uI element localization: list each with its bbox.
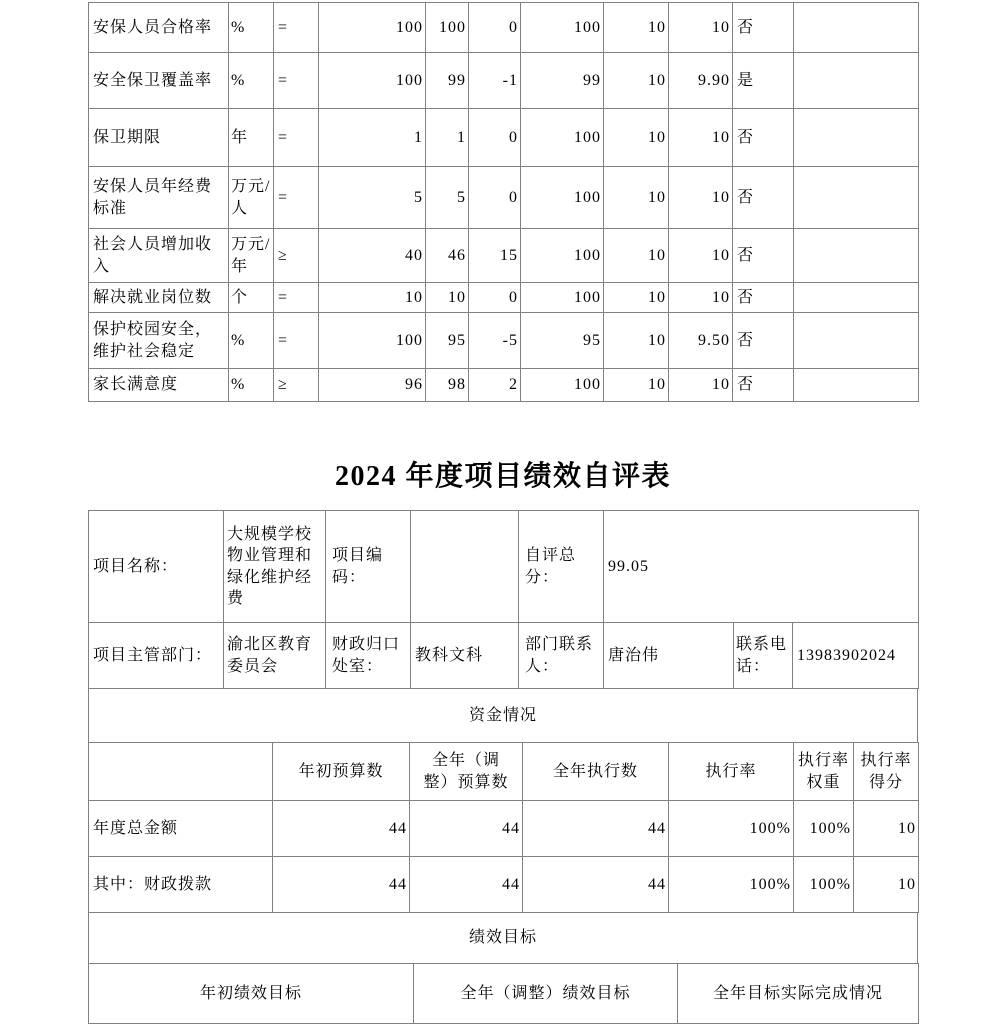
funds-row xyxy=(89,857,919,913)
funds-col-header xyxy=(89,743,273,801)
indicator-name-cell: 解决就业岗位数 xyxy=(89,283,229,313)
funds-section-header: 资金情况 xyxy=(89,689,918,743)
indicator-adjust-cell: 否 xyxy=(733,283,794,313)
indicator-actual-cell: 1 xyxy=(426,109,469,167)
funds-table xyxy=(88,742,919,913)
indicator-adjust-cell: 否 xyxy=(733,109,794,167)
indicator-target-cell: 10 xyxy=(319,283,426,313)
indicator-adjust-cell: 否 xyxy=(733,229,794,283)
indicator-completion-cell: 100 xyxy=(521,3,604,53)
indicator-note-cell xyxy=(794,109,919,167)
indicator-unit-cell: 个 xyxy=(229,283,274,313)
funds-adjusted-budget-cell: 44 xyxy=(410,857,523,913)
contact-value: 唐治伟 xyxy=(604,623,734,689)
indicator-adjust-cell: 否 xyxy=(733,369,794,402)
indicator-row xyxy=(89,369,919,402)
indicator-target-cell: 5 xyxy=(319,167,426,229)
indicator-unit-cell: % xyxy=(229,53,274,109)
indicator-deviation-cell: -5 xyxy=(469,313,521,369)
indicator-op-cell: ≥ xyxy=(274,229,319,283)
indicator-completion-cell: 100 xyxy=(521,167,604,229)
document-page xyxy=(0,2,1000,1024)
indicator-score-cell: 10 xyxy=(669,229,733,283)
funds-col-header: 执行率权重 xyxy=(794,743,854,801)
funds-row-label: 其中：财政拨款 xyxy=(89,857,273,913)
funds-executed-cell: 44 xyxy=(523,857,669,913)
indicator-actual-cell: 99 xyxy=(426,53,469,109)
funds-col-header: 执行率 xyxy=(669,743,794,801)
project-code-value xyxy=(411,511,519,623)
goals-col-header: 年初绩效目标 xyxy=(89,964,414,1024)
indicator-score-table xyxy=(88,2,919,402)
funds-adjusted-budget-cell: 44 xyxy=(410,801,523,857)
goals-header-row xyxy=(89,964,919,1024)
funds-col-header: 年初预算数 xyxy=(273,743,410,801)
indicator-name-cell: 安保人员合格率 xyxy=(89,3,229,53)
indicator-op-cell: = xyxy=(274,313,319,369)
indicator-note-cell xyxy=(794,167,919,229)
indicator-note-cell xyxy=(794,283,919,313)
indicator-actual-cell: 5 xyxy=(426,167,469,229)
project-info-row xyxy=(89,623,919,689)
indicator-unit-cell: 年 xyxy=(229,109,274,167)
indicator-name-cell: 安保人员年经费标准 xyxy=(89,167,229,229)
indicator-target-cell: 1 xyxy=(319,109,426,167)
indicator-op-cell: = xyxy=(274,3,319,53)
indicator-score-cell: 9.90 xyxy=(669,53,733,109)
indicator-row xyxy=(89,167,919,229)
indicator-actual-cell: 98 xyxy=(426,369,469,402)
indicator-deviation-cell: 0 xyxy=(469,283,521,313)
project-info-table xyxy=(88,510,919,689)
indicator-deviation-cell: 2 xyxy=(469,369,521,402)
goals-header-table xyxy=(88,963,919,1024)
goals-section xyxy=(88,912,918,964)
funds-row xyxy=(89,801,919,857)
indicator-completion-cell: 100 xyxy=(521,109,604,167)
indicator-name-cell: 保护校园安全，维护社会稳定 xyxy=(89,313,229,369)
self-score-label: 自评总分： xyxy=(519,511,604,623)
indicator-completion-cell: 95 xyxy=(521,313,604,369)
indicator-deviation-cell: 0 xyxy=(469,3,521,53)
indicator-unit-cell: % xyxy=(229,3,274,53)
indicator-score-cell: 10 xyxy=(669,369,733,402)
funds-section xyxy=(88,688,918,743)
finance-office-label: 财政归口处室： xyxy=(326,623,411,689)
phone-value: 13983902024 xyxy=(793,623,919,689)
indicator-adjust-cell: 是 xyxy=(733,53,794,109)
funds-rate-weight-cell: 100% xyxy=(794,801,854,857)
goals-col-header: 全年目标实际完成情况 xyxy=(678,964,919,1024)
funds-col-header: 全年（调整）预算数 xyxy=(410,743,523,801)
indicator-note-cell xyxy=(794,369,919,402)
indicator-score-cell: 9.50 xyxy=(669,313,733,369)
phone-label: 联系电话： xyxy=(734,623,793,689)
indicator-name-cell: 安全保卫覆盖率 xyxy=(89,53,229,109)
indicator-deviation-cell: 0 xyxy=(469,109,521,167)
page-title: 2024 年度项目绩效自评表 xyxy=(334,461,671,492)
project-name-label: 项目名称： xyxy=(89,511,224,623)
indicator-adjust-cell: 否 xyxy=(733,3,794,53)
self-evaluation-table xyxy=(88,510,1000,1024)
indicator-name-cell: 社会人员增加收入 xyxy=(89,229,229,283)
funds-initial-budget-cell: 44 xyxy=(273,857,410,913)
indicator-weight-cell: 10 xyxy=(604,369,669,402)
indicator-actual-cell: 10 xyxy=(426,283,469,313)
indicator-score-cell: 10 xyxy=(669,3,733,53)
funds-initial-budget-cell: 44 xyxy=(273,801,410,857)
indicator-target-cell: 100 xyxy=(319,3,426,53)
finance-office-value: 教科文科 xyxy=(411,623,519,689)
indicator-deviation-cell: -1 xyxy=(469,53,521,109)
indicator-target-cell: 40 xyxy=(319,229,426,283)
indicator-note-cell xyxy=(794,3,919,53)
project-info-row xyxy=(89,511,919,623)
indicator-row xyxy=(89,53,919,109)
dept-value: 渝北区教育委员会 xyxy=(224,623,326,689)
goals-col-header: 全年（调整）绩效目标 xyxy=(414,964,678,1024)
indicator-weight-cell: 10 xyxy=(604,3,669,53)
indicator-actual-cell: 46 xyxy=(426,229,469,283)
indicator-unit-cell: % xyxy=(229,369,274,402)
indicator-actual-cell: 95 xyxy=(426,313,469,369)
indicator-name-cell: 保卫期限 xyxy=(89,109,229,167)
indicator-completion-cell: 100 xyxy=(521,229,604,283)
indicator-op-cell: ≥ xyxy=(274,369,319,402)
indicator-name-cell: 家长满意度 xyxy=(89,369,229,402)
funds-executed-cell: 44 xyxy=(523,801,669,857)
funds-rate-weight-cell: 100% xyxy=(794,857,854,913)
indicator-adjust-cell: 否 xyxy=(733,313,794,369)
funds-rate-score-cell: 10 xyxy=(854,801,919,857)
funds-execution-rate-cell: 100% xyxy=(669,801,794,857)
funds-col-header: 全年执行数 xyxy=(523,743,669,801)
indicator-unit-cell: % xyxy=(229,313,274,369)
indicator-completion-cell: 99 xyxy=(521,53,604,109)
indicator-score-cell: 10 xyxy=(669,167,733,229)
indicator-completion-cell: 100 xyxy=(521,369,604,402)
indicator-row xyxy=(89,229,919,283)
indicator-row xyxy=(89,313,919,369)
indicator-target-cell: 100 xyxy=(319,53,426,109)
indicator-actual-cell: 100 xyxy=(426,3,469,53)
indicator-deviation-cell: 15 xyxy=(469,229,521,283)
indicator-row xyxy=(89,283,919,313)
indicator-weight-cell: 10 xyxy=(604,109,669,167)
indicator-score-cell: 10 xyxy=(669,283,733,313)
indicator-completion-cell: 100 xyxy=(521,283,604,313)
indicator-unit-cell: 万元/年 xyxy=(229,229,274,283)
indicator-weight-cell: 10 xyxy=(604,313,669,369)
funds-col-header: 执行率得分 xyxy=(854,743,919,801)
indicator-weight-cell: 10 xyxy=(604,53,669,109)
indicator-op-cell: = xyxy=(274,167,319,229)
indicator-op-cell: = xyxy=(274,109,319,167)
indicator-score-cell: 10 xyxy=(669,109,733,167)
indicator-unit-cell: 万元/人 xyxy=(229,167,274,229)
indicator-target-cell: 100 xyxy=(319,313,426,369)
project-name-value: 大规模学校物业管理和绿化维护经费 xyxy=(224,511,326,623)
indicator-target-cell: 96 xyxy=(319,369,426,402)
indicator-note-cell xyxy=(794,53,919,109)
project-code-label: 项目编码： xyxy=(326,511,411,623)
dept-label: 项目主管部门： xyxy=(89,623,224,689)
indicator-weight-cell: 10 xyxy=(604,283,669,313)
indicator-adjust-cell: 否 xyxy=(733,167,794,229)
indicator-weight-cell: 10 xyxy=(604,167,669,229)
funds-header-row xyxy=(89,743,919,801)
indicator-note-cell xyxy=(794,229,919,283)
funds-execution-rate-cell: 100% xyxy=(669,857,794,913)
indicator-weight-cell: 10 xyxy=(604,229,669,283)
funds-rate-score-cell: 10 xyxy=(854,857,919,913)
funds-row-label: 年度总金额 xyxy=(89,801,273,857)
indicator-deviation-cell: 0 xyxy=(469,167,521,229)
goals-section-header: 绩效目标 xyxy=(89,913,918,964)
indicator-op-cell: = xyxy=(274,53,319,109)
indicator-note-cell xyxy=(794,313,919,369)
self-score-value: 99.05 xyxy=(604,511,919,623)
indicator-row xyxy=(89,3,919,53)
contact-label: 部门联系人： xyxy=(519,623,604,689)
indicator-row xyxy=(89,109,919,167)
indicator-op-cell: = xyxy=(274,283,319,313)
